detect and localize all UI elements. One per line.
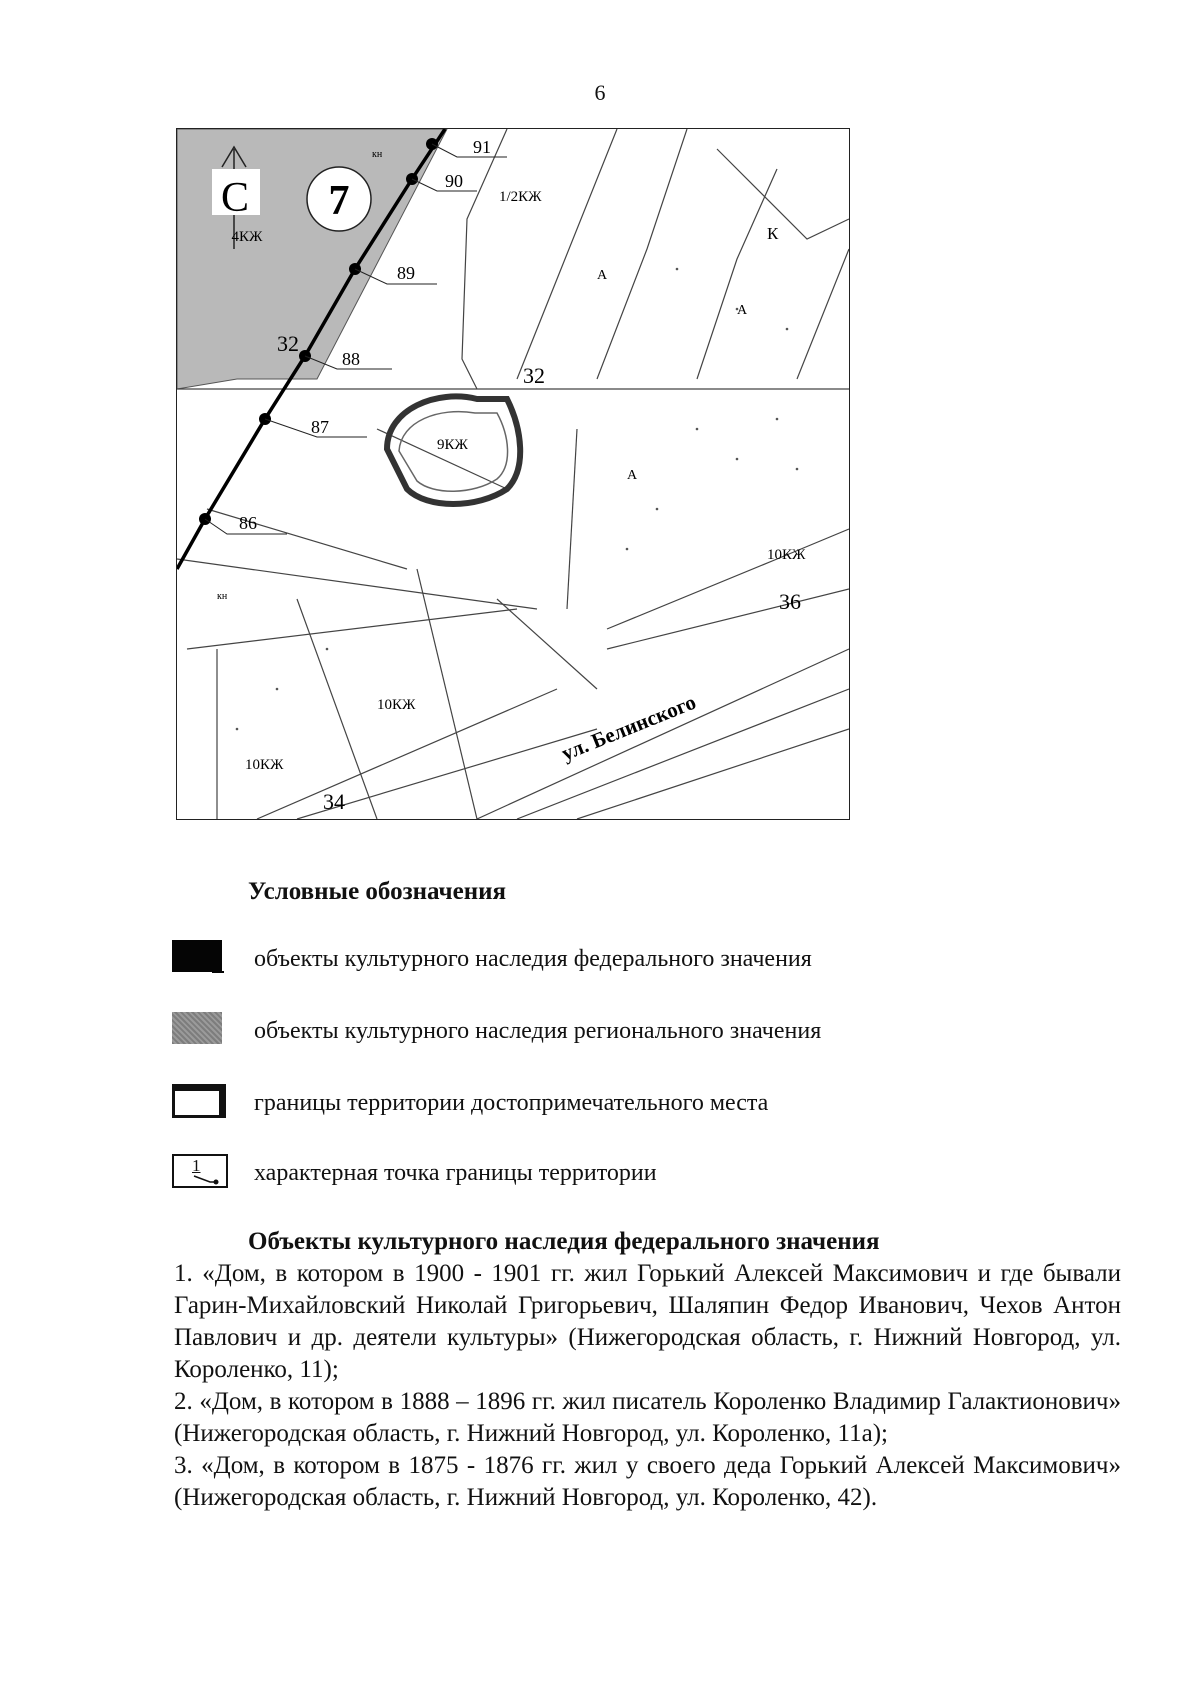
zone-label: кн [217, 591, 228, 602]
regional-heritage-area [177, 129, 447, 389]
legend-item-federal [172, 940, 1072, 988]
zone-label: 10КЖ [245, 757, 284, 773]
federal-heritage-swatch-icon [172, 940, 222, 972]
zone-label: А [627, 468, 638, 483]
zone-label: 9КЖ [437, 437, 468, 453]
site-plan-map [176, 128, 850, 820]
boundary-rect-icon [172, 1084, 226, 1118]
zone-label: К [767, 224, 779, 243]
sheet-number: 7 [328, 178, 350, 224]
point-leader-icon [192, 1170, 222, 1186]
legend-item-point [172, 1154, 1072, 1202]
quarter-number: 36 [779, 589, 801, 614]
zone-label: 10КЖ [767, 547, 806, 563]
page-number: 6 [594, 80, 606, 105]
quarter-number: 32 [277, 331, 299, 356]
point-label: 91 [473, 137, 491, 157]
zone-label: 10КЖ [377, 697, 416, 713]
list-item: 3. «Дом, в котором в 1875 - 1876 гг. жил у своего деда Горький Алексей Максимович» (Нижегородская область, г. Нижний Новгород, ул. Короленко, 42). [174, 1452, 1121, 1511]
section-title: Объекты культурного наследия федерального значения [248, 1228, 880, 1255]
quarter-number: 34 [323, 789, 345, 814]
list-item: 1. «Дом, в котором в 1900 - 1901 гг. жил Горький Алексей Максимович и где бывали Гарин-Михайловский Николай Григорьевич, Шаляпин Федор Иванович, Чехов Антон Павлович и др. деятели культуры» (Нижегородская область, г. Нижний Новгород, ул. Короленко, 11); [174, 1260, 1121, 1383]
zone-label: кн [372, 149, 383, 160]
legend-item-boundary [172, 1084, 1072, 1132]
legend-title: Условные обозначения [248, 878, 507, 905]
point-label: 87 [311, 417, 329, 437]
legend-item-label: границы территории достопримечательного места [254, 1090, 769, 1116]
quarter-number: 32 [523, 363, 545, 388]
legend-item-label: объекты культурного наследия регионального значения [254, 1018, 822, 1044]
heritage-objects-list [174, 1258, 1121, 1514]
legend-item-label: характерная точка границы территории [254, 1160, 657, 1186]
point-label: 89 [397, 263, 415, 283]
list-item: 2. «Дом, в котором в 1888 – 1896 гг. жил писатель Короленко Владимир Галактионович» (Нижегородская область, г. Нижний Новгород, ул. Короленко, 11а); [174, 1388, 1121, 1447]
boundary-point-icon [172, 1154, 228, 1188]
street-label: ул. Белинского [557, 689, 700, 766]
zone-label: А [597, 268, 608, 283]
zone-label: А [737, 303, 748, 318]
point-label: 88 [342, 349, 360, 369]
north-label: С [220, 175, 250, 221]
point-number: 1 [192, 1156, 201, 1175]
legend-item-label: объекты культурного наследия федерального значения [254, 946, 812, 972]
zone-label: 4КЖ [231, 229, 263, 245]
regional-heritage-swatch-icon [172, 1012, 222, 1044]
point-label: 90 [445, 171, 463, 191]
zone-label: 1/2КЖ [499, 189, 542, 205]
legend-item-regional [172, 1012, 1072, 1060]
point-label: 86 [239, 513, 257, 533]
